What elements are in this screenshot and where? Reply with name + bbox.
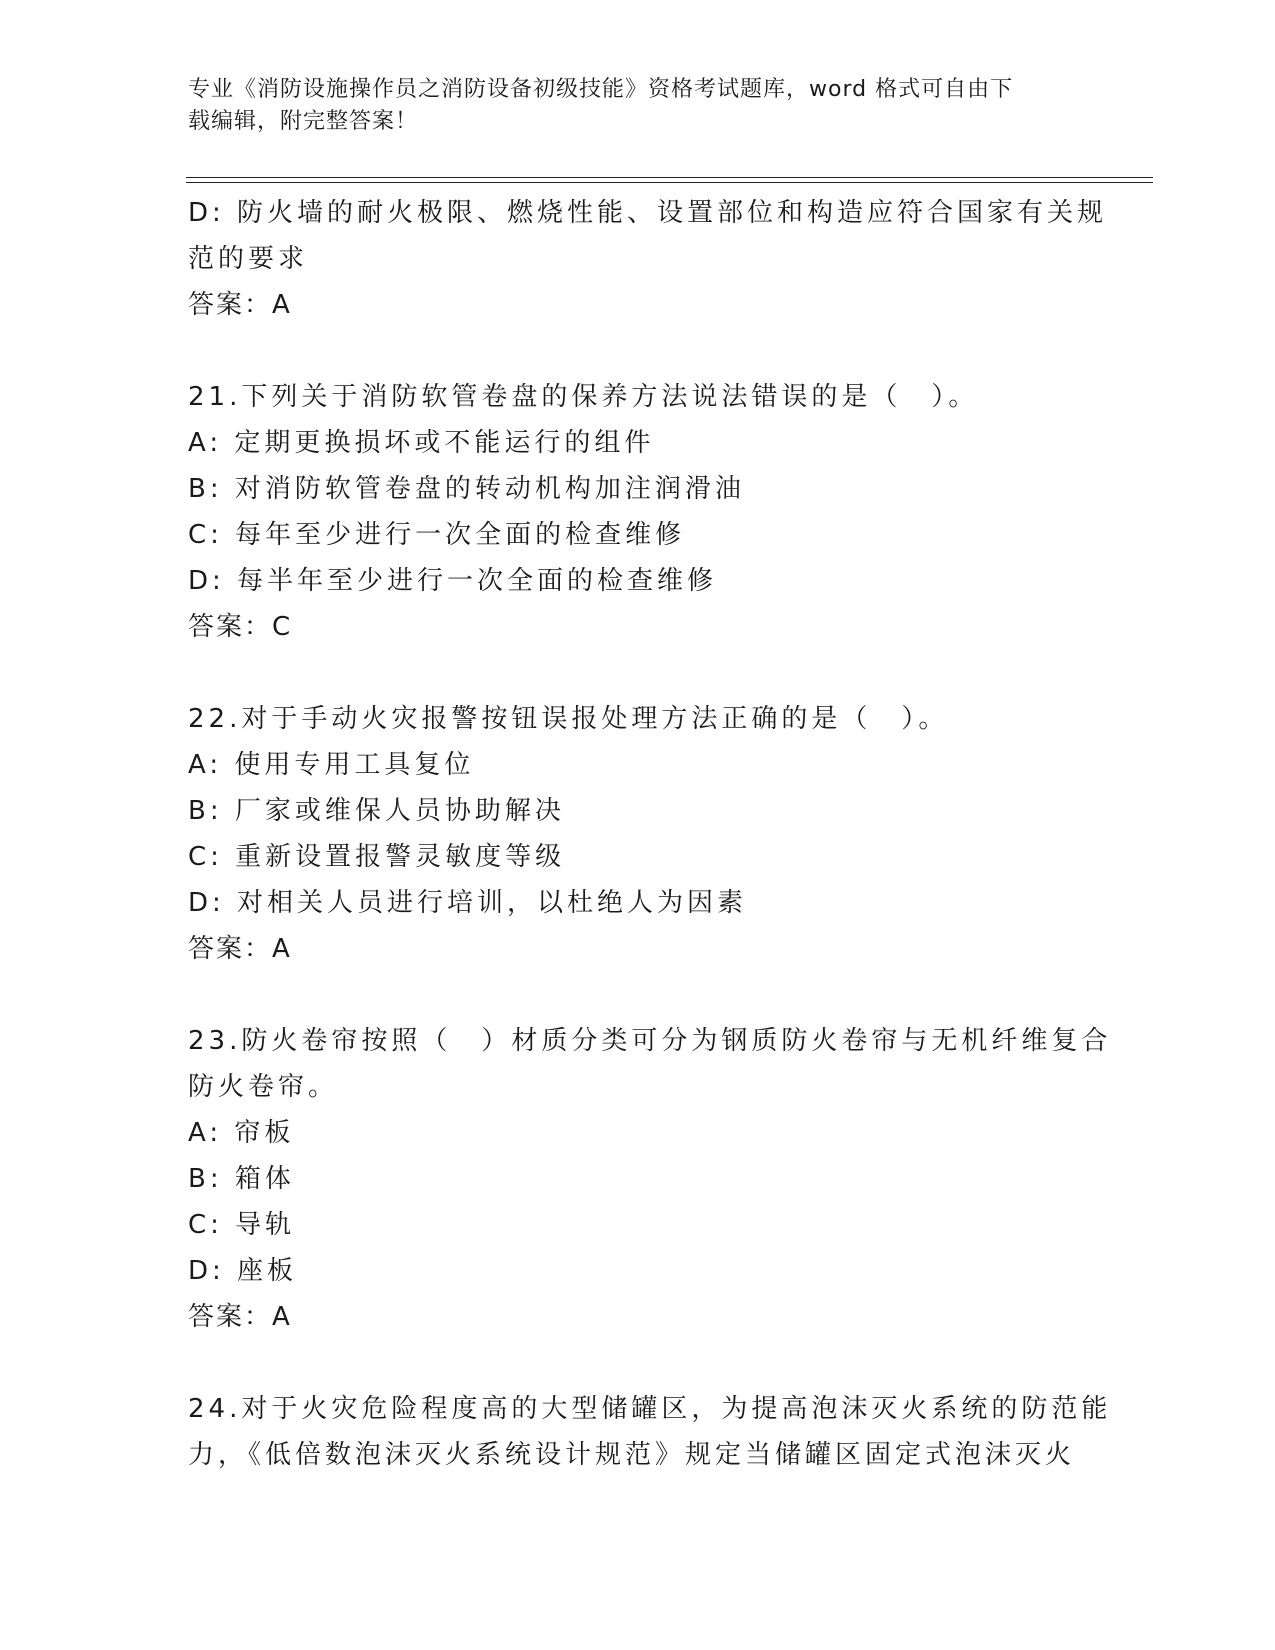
question-text: 21.下列关于消防软管卷盘的保养方法说法错误的是（ ）。 (188, 382, 979, 412)
option-a: A: 定期更换损坏或不能运行的组件 (188, 428, 655, 458)
question-text-line-1: 23.防火卷帘按照（ ）材质分类可分为钢质防火卷帘与无机纤维复合 (188, 1026, 1112, 1056)
prev-option-d-line-1: D: 防火墙的耐火极限、燃烧性能、设置部位和构造应符合国家有关规 (188, 198, 1108, 228)
answer: 答案：A (188, 934, 292, 964)
question-22 (188, 696, 1088, 972)
spacer (188, 650, 1088, 696)
document-body (188, 190, 1112, 1478)
option-c: C: 重新设置报警灵敏度等级 (188, 842, 566, 872)
option-d: D: 每半年至少进行一次全面的检查维修 (188, 566, 718, 596)
option-d: D: 对相关人员进行培训，以杜绝人为因素 (188, 888, 748, 918)
spacer (188, 972, 1088, 1018)
question-text: 22.对于手动火灾报警按钮误报处理方法正确的是（ ）。 (188, 704, 949, 734)
question-text-line-1: 24.对于火灾危险程度高的大型储罐区，为提高泡沫灭火系统的防范能 (188, 1394, 1112, 1424)
question-21 (188, 374, 1088, 650)
option-b: B: 箱体 (188, 1164, 295, 1194)
question-text-line-2: 防火卷帘。 (188, 1072, 339, 1102)
header-divider-top (186, 177, 1153, 178)
option-c: C: 每年至少进行一次全面的检查维修 (188, 520, 686, 550)
header-line-1: 专业《消防设施操作员之消防设备初级技能》资格考试题库，word 格式可自由下 (188, 77, 1014, 102)
spacer (188, 328, 1088, 374)
option-d: D: 座板 (188, 1256, 298, 1286)
option-a: A: 帘板 (188, 1118, 295, 1148)
question-text-line-2: 力，《低倍数泡沫灭火系统设计规范》规定当储罐区固定式泡沫灭火 (188, 1440, 1076, 1470)
spacer (188, 1340, 1088, 1386)
prev-answer: 答案：A (188, 290, 292, 320)
option-b: B: 对消防软管卷盘的转动机构加注润滑油 (188, 474, 745, 504)
header-line-2: 载编辑，附完整答案！ (188, 109, 419, 134)
prev-option-d-line-2: 范的要求 (188, 244, 309, 274)
answer: 答案：C (188, 612, 293, 642)
question-23 (188, 1018, 1112, 1340)
document-header (188, 74, 1088, 138)
question-24 (188, 1386, 1112, 1478)
header-divider-bottom (186, 182, 1153, 183)
option-a: A: 使用专用工具复位 (188, 750, 475, 780)
option-c: C: 导轨 (188, 1210, 296, 1240)
answer: 答案：A (188, 1302, 292, 1332)
option-b: B: 厂家或维保人员协助解决 (188, 796, 565, 826)
